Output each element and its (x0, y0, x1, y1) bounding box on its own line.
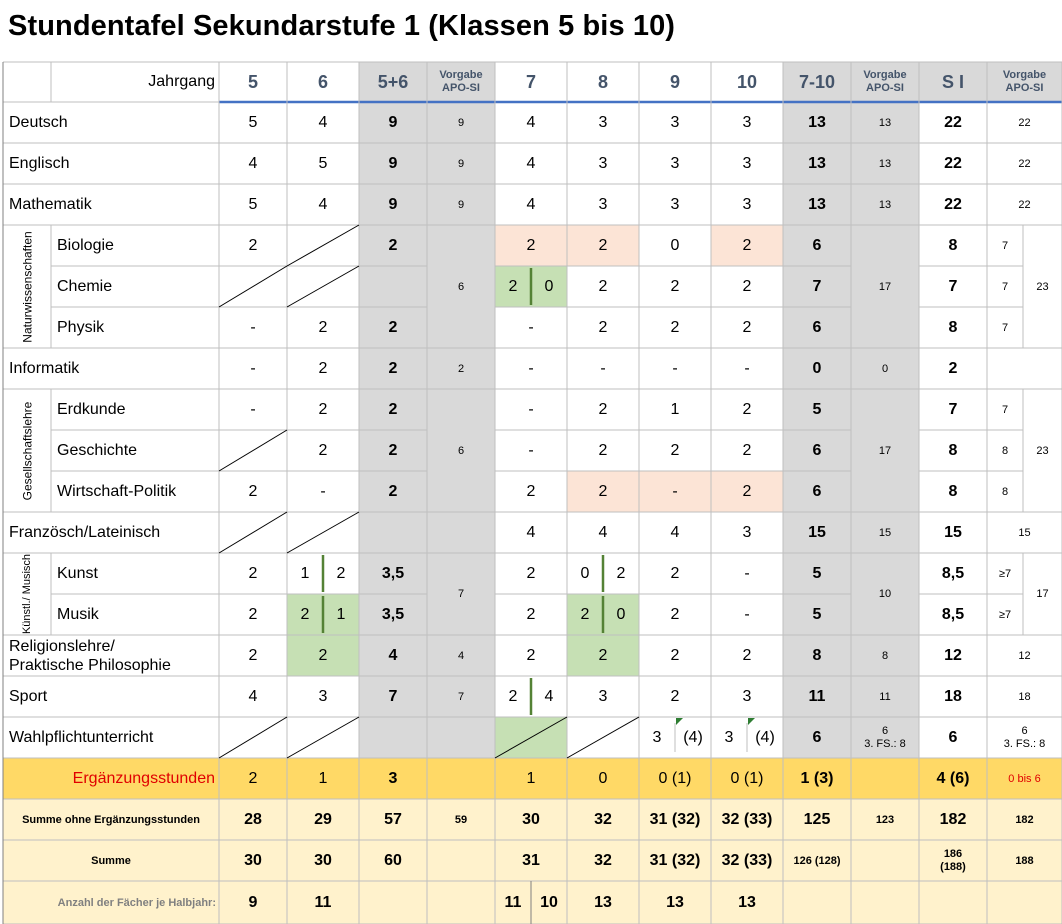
cell-sport-v56: 7 (457, 690, 465, 703)
cell-faecher-c9: 13 (666, 893, 684, 911)
row-label-physik: Physik (57, 318, 105, 336)
page-title: Stundentafel Sekundarstufe 1 (Klassen 5 bis 10) (8, 10, 676, 42)
row-label-biologie: Biologie (57, 236, 114, 254)
cell-erg-c10: 0 (1) (730, 769, 764, 787)
header-vorgabe-apo-si: Vorgabe APO-SI (863, 69, 907, 94)
cell-geschichte-c8: 2 (598, 441, 608, 459)
cell-musik-c9: 2 (670, 605, 680, 623)
cell-erdkunde-vsi: 7 (1001, 403, 1009, 416)
cell-deutsch-si: 22 (944, 113, 962, 131)
cell-biologie-c5: 2 (248, 236, 258, 254)
cell-mathematik-vsi: 22 (1018, 198, 1031, 211)
cell-chemie-c7b: 0 (544, 277, 554, 295)
cell-erdkunde-c6: 2 (318, 400, 328, 418)
cell-wpu-c9b: (4) (683, 728, 703, 746)
row-label-wpu: Wahlpflichtunterricht (9, 728, 154, 746)
header-6: 6 (317, 71, 328, 92)
cell-religion-c10: 2 (742, 646, 752, 664)
empty-cell-diagonal (567, 717, 639, 758)
cell-geschichte-si: 8 (948, 441, 958, 459)
cell-franz-c9: 4 (670, 523, 680, 541)
cell-wipo-c7: 2 (526, 482, 536, 500)
row-label-kunst: Kunst (57, 564, 98, 582)
cell-religion-vsi: 12 (1018, 649, 1031, 662)
row-label-englisch: Englisch (9, 154, 70, 172)
cell-informatik-c8: - (600, 359, 606, 377)
cell-chemie-c7a: 2 (508, 277, 518, 295)
cell-musik-si: 8,5 (941, 605, 965, 623)
cell-englisch-c7: 4 (526, 154, 536, 172)
cell-faecher-c8: 13 (594, 893, 612, 911)
cell-kunst-c8b: 2 (616, 564, 626, 582)
cell-englisch-v710: 13 (878, 157, 892, 170)
cell-mathematik-c10: 3 (742, 195, 752, 213)
cell-kunst-c10: - (744, 564, 750, 582)
cell-kunst-c5: 2 (248, 564, 258, 582)
cell-erg-si: 4 (6) (936, 769, 970, 787)
cell-kunst-c6a: 1 (300, 564, 310, 582)
header-s-i: S I (941, 71, 964, 92)
cell-summe-ohne-c7: 30 (522, 810, 540, 828)
cell-informatik-c10: - (744, 359, 750, 377)
cell-musik-c10: - (744, 605, 750, 623)
cell-erdkunde-c10: 2 (742, 400, 752, 418)
cell-musik-c6b: 1 (336, 605, 346, 623)
cell-sport-s56: 7 (388, 687, 398, 705)
gl-vorgabe-710: 17 (878, 444, 892, 457)
cell-erg-s710: 1 (3) (800, 769, 834, 787)
cell-franz-v710: 15 (878, 526, 892, 539)
cell-sport-c8: 3 (598, 687, 608, 705)
cell-informatik-s56: 2 (388, 359, 398, 377)
cell-erdkunde-c8: 2 (598, 400, 608, 418)
cell-kunst-c6b: 2 (336, 564, 346, 582)
row-label-chemie: Chemie (57, 277, 113, 295)
cell-summe-vsi: 188 (1015, 854, 1034, 867)
cell-franz-s710: 15 (808, 523, 826, 541)
cell-erg-c9: 0 (1) (658, 769, 692, 787)
empty-cell-diagonal (219, 430, 287, 471)
cell-deutsch-c9: 3 (670, 113, 680, 131)
cell-summe-si (919, 840, 987, 881)
cell-erdkunde-s710: 5 (812, 400, 822, 418)
cell-englisch-c10: 3 (742, 154, 752, 172)
empty-cell-diagonal (287, 512, 359, 553)
cell-mathematik-v56: 9 (457, 198, 465, 211)
cell-faecher-c7a: 11 (504, 893, 522, 911)
cell-summe-ohne-c8: 32 (594, 810, 612, 828)
cell-erdkunde-c7: - (528, 400, 534, 418)
cell-wipo-c8: 2 (598, 482, 608, 500)
cell-faecher-c7b: 10 (540, 893, 558, 911)
cell-religion-c7: 2 (526, 646, 536, 664)
row-label-religion-line2: Praktische Philosophie (9, 656, 171, 674)
cell-wpu-si: 6 (948, 728, 958, 746)
cell-biologie-si: 8 (948, 236, 958, 254)
cell-englisch-si: 22 (944, 154, 962, 172)
cell-summe-c5: 30 (244, 851, 262, 869)
row-label-geschichte: Geschichte (57, 441, 138, 459)
cell-sport-vsi: 18 (1018, 690, 1031, 703)
cell-deutsch-c8: 3 (598, 113, 608, 131)
km-vorgabe-56: 7 (457, 588, 465, 600)
cell-erg-s56: 3 (388, 769, 398, 787)
cell-wpu-vsia: 6 (1021, 724, 1028, 737)
cell-englisch-c6: 5 (318, 154, 328, 172)
cell-biologie-c9: 0 (670, 236, 680, 254)
empty-cell-diagonal (219, 717, 287, 758)
empty-cell-diagonal (287, 225, 359, 266)
cell-kunst-s710: 5 (812, 564, 822, 582)
cell-informatik-c6: 2 (318, 359, 328, 377)
cell-religion-c9: 2 (670, 646, 680, 664)
cell-wpu-vsib: 3. FS.: 8 (1003, 737, 1046, 750)
row-label-erg: Ergänzungsstunden (72, 769, 215, 787)
cell-wipo-s710: 6 (812, 482, 822, 500)
header-jahrgang: Jahrgang (148, 73, 215, 90)
cell-wipo-si: 8 (948, 482, 958, 500)
cell-physik-c9: 2 (670, 318, 680, 336)
cell-sport-c7b: 4 (544, 687, 554, 705)
cell-biologie-s56: 2 (388, 236, 398, 254)
cell-informatik-c5: - (250, 359, 256, 377)
cell-summe-ohne-s710: 125 (803, 810, 831, 828)
cell-summe-s56: 60 (384, 851, 402, 869)
cell-biologie-vsi: 7 (1001, 239, 1009, 252)
cell-summe-ohne-s56: 57 (384, 810, 402, 828)
cell-summe-ohne-c6: 29 (314, 810, 332, 828)
row-label-religion-line1: Religionslehre/ (9, 637, 115, 655)
cell-mathematik-c8: 3 (598, 195, 608, 213)
row-label-sport: Sport (9, 687, 48, 705)
cell-summe-ohne-v710: 123 (875, 813, 895, 826)
cell-informatik-s710: 0 (812, 359, 822, 377)
cell-wpu-v710a: 6 (881, 724, 889, 737)
cell-kunst-s56: 3,5 (381, 564, 405, 582)
cell-sport-c5: 4 (248, 687, 258, 705)
cell-deutsch-s56: 9 (388, 113, 398, 131)
cell-religion-c8: 2 (598, 646, 608, 664)
cell-mathematik-si: 22 (944, 195, 962, 213)
cell-summe-c7: 31 (522, 851, 540, 869)
cell-summe-ohne-vsi: 182 (1015, 813, 1034, 826)
cell-wipo-s56: 2 (388, 482, 398, 500)
cell-deutsch-c6: 4 (318, 113, 328, 131)
cell-kunst-c9: 2 (670, 564, 680, 582)
header-5-6: 5+6 (377, 71, 409, 92)
cell-summe-c9: 31 (32) (649, 851, 701, 869)
header-9: 9 (669, 71, 680, 92)
cell-wipo-c6: - (320, 482, 326, 500)
cell-wpu-c10b: (4) (755, 728, 775, 746)
cell-franz-c10: 3 (742, 523, 752, 541)
cell-physik-c5: - (250, 318, 256, 336)
cell-religion-v710: 8 (881, 649, 889, 662)
cell-physik-si: 8 (948, 318, 958, 336)
group-label-gesellschaftslehre: Gesellschaftslehre (20, 401, 34, 500)
cell-faecher-c10: 13 (738, 893, 756, 911)
cell-englisch-c5: 4 (248, 154, 258, 172)
cell-informatik-c7: - (528, 359, 534, 377)
cell-mathematik-s710: 13 (808, 195, 826, 213)
row-label-deutsch: Deutsch (9, 113, 68, 131)
cell-wpu-vsi (987, 717, 1062, 758)
gl-vorgabe-56: 6 (457, 444, 465, 457)
cell-deutsch-c10: 3 (742, 113, 752, 131)
cell-geschichte-c7: - (528, 441, 534, 459)
empty-cell-diagonal (219, 512, 287, 553)
cell-fill (495, 717, 567, 758)
row-label-franz: Französch/Lateinisch (9, 523, 161, 541)
row-label-summe: Summe (91, 854, 131, 867)
cell-physik-vsi: 7 (1001, 321, 1009, 334)
cell-geschichte-vsi: 8 (1001, 444, 1009, 457)
cell-physik-c10: 2 (742, 318, 752, 336)
cell-wpu-v710b: 3. FS.: 8 (864, 737, 906, 750)
cell-biologie-c7: 2 (526, 236, 536, 254)
cell-physik-s56: 2 (388, 318, 398, 336)
cell-deutsch-vsi: 22 (1018, 116, 1031, 129)
cell-geschichte-s56: 2 (388, 441, 398, 459)
cell-religion-c6: 2 (318, 646, 328, 664)
cell-geschichte-s710: 6 (812, 441, 822, 459)
cell-geschichte-c6: 2 (318, 441, 328, 459)
header-8: 8 (597, 71, 608, 92)
cell-englisch-s56: 9 (388, 154, 398, 172)
cell-deutsch-s710: 13 (808, 113, 826, 131)
cell-sport-c9: 2 (670, 687, 680, 705)
cell-mathematik-c5: 5 (248, 195, 258, 213)
cell-religion-c5: 2 (248, 646, 258, 664)
group-label-naturwissenschaften: Naturwissenschaften (20, 230, 34, 343)
cell-deutsch-v710: 13 (878, 116, 892, 129)
cell-sport-s710: 11 (808, 687, 826, 705)
header-10: 10 (736, 71, 758, 92)
cell-informatik-v56: 2 (457, 362, 465, 375)
cell-informatik-v710: 0 (881, 362, 889, 375)
cell-summe-s710: 126 (128) (793, 854, 841, 867)
cell-musik-c5: 2 (248, 605, 258, 623)
cell-religion-s710: 8 (812, 646, 822, 664)
cell-erg-c6: 1 (318, 769, 328, 787)
cell-erg-c5: 2 (248, 769, 258, 787)
row-label-wipo: Wirtschaft-Politik (57, 482, 177, 500)
cell-musik-s710: 5 (812, 605, 822, 623)
cell-musik-c8b: 0 (616, 605, 626, 623)
cell-musik-c6a: 2 (300, 605, 310, 623)
cell-deutsch-c5: 5 (248, 113, 258, 131)
cell-englisch-c9: 3 (670, 154, 680, 172)
cell-erg-c8: 0 (598, 769, 608, 787)
group-label-kunst-musik: Künstl./ Musisch (21, 553, 33, 635)
cell-summe-c10: 32 (33) (721, 851, 773, 869)
cell-summe-si1: 186 (943, 847, 963, 860)
cell-deutsch-v56: 9 (457, 116, 465, 129)
row-label-religion (3, 635, 219, 676)
cell-musik-c8a: 2 (580, 605, 590, 623)
cell-summe-si2: (188) (940, 860, 966, 873)
cell-chemie-vsi: 7 (1001, 280, 1009, 293)
cell-summe-c8: 32 (594, 851, 612, 869)
cell-religion-v56: 4 (457, 649, 465, 662)
cell-summe-ohne-c5: 28 (244, 810, 262, 828)
cell-kunst-si: 8,5 (941, 564, 965, 582)
cell-franz-c8: 4 (598, 523, 608, 541)
cell-geschichte-c9: 2 (670, 441, 680, 459)
cell-summe-c6: 30 (314, 851, 332, 869)
cell-musik-vsi: ≥7 (998, 608, 1012, 621)
cell-franz-si: 15 (944, 523, 962, 541)
empty-cell-diagonal (287, 266, 359, 307)
cell-kunst-c8a: 0 (580, 564, 590, 582)
cell-sport-c10: 3 (742, 687, 752, 705)
cell-erdkunde-s56: 2 (388, 400, 398, 418)
cell-franz-vsi: 15 (1018, 526, 1031, 539)
cell-chemie-c8: 2 (598, 277, 608, 295)
cell-musik-c7: 2 (526, 605, 536, 623)
cell-wipo-c10: 2 (742, 482, 752, 500)
cell-wipo-vsi: 8 (1001, 485, 1009, 498)
cell-deutsch-c7: 4 (526, 113, 536, 131)
cell-sport-si: 18 (944, 687, 962, 705)
header-7: 7 (525, 71, 536, 92)
cell-mathematik-c9: 3 (670, 195, 680, 213)
cell-informatik-c9: - (672, 359, 678, 377)
cell-wipo-c9: - (672, 482, 678, 500)
cell-wpu-c9a: 3 (652, 728, 662, 746)
cell-erg-c7: 1 (526, 769, 536, 787)
cell-geschichte-c10: 2 (742, 441, 752, 459)
cell-biologie-c10: 2 (742, 236, 752, 254)
cell-mathematik-c6: 4 (318, 195, 328, 213)
cell-englisch-s710: 13 (808, 154, 826, 172)
cell-mathematik-c7: 4 (526, 195, 536, 213)
cell-faecher-c6: 11 (314, 893, 332, 911)
cell-summe-ohne-c10: 32 (33) (721, 810, 773, 828)
cell-mathematik-s56: 9 (388, 195, 398, 213)
cell-wpu-v710 (851, 717, 919, 758)
cell-physik-s710: 6 (812, 318, 822, 336)
cell-chemie-s710: 7 (812, 277, 822, 295)
empty-cell-diagonal (219, 266, 287, 307)
cell-summe-ohne-v56: 59 (454, 813, 468, 826)
empty-cell-diagonal (287, 717, 359, 758)
cell-physik-c7: - (528, 318, 534, 336)
cell-summe-ohne-si: 182 (939, 810, 967, 828)
nw-vorgabe-si: 23 (1036, 280, 1049, 293)
cell-biologie-c8: 2 (598, 236, 608, 254)
cell-musik-s56: 3,5 (381, 605, 405, 623)
cell-biologie-s710: 6 (812, 236, 822, 254)
row-label-summe-ohne: Summe ohne Ergänzungsstunden (22, 813, 200, 826)
cell-erdkunde-c5: - (250, 400, 256, 418)
cell-wpu-s710: 6 (812, 728, 822, 746)
cell-kunst-vsi: ≥7 (998, 567, 1012, 580)
cell-wpu-c10a: 3 (724, 728, 734, 746)
cell-physik-c8: 2 (598, 318, 608, 336)
cell-englisch-vsi: 22 (1018, 157, 1031, 170)
cell-kunst-c7: 2 (526, 564, 536, 582)
cell-mathematik-v710: 13 (878, 198, 892, 211)
row-label-faecher: Anzahl der Fächer je Halbjahr: (57, 896, 216, 909)
cell-erdkunde-si: 7 (948, 400, 958, 418)
cell-chemie-c9: 2 (670, 277, 680, 295)
row-label-erdkunde: Erdkunde (57, 400, 126, 418)
cell-englisch-c8: 3 (598, 154, 608, 172)
cell-chemie-si: 7 (948, 277, 958, 295)
nw-vorgabe-710: 17 (878, 280, 892, 293)
header-7-10: 7-10 (798, 71, 836, 92)
cell-religion-si: 12 (944, 646, 962, 664)
row-label-informatik: Informatik (9, 359, 80, 377)
cell-sport-v710: 11 (879, 690, 891, 703)
cell-summe-ohne-c9: 31 (32) (649, 810, 701, 828)
km-vorgabe-si: 17 (1036, 588, 1049, 600)
cell-wipo-c5: 2 (248, 482, 258, 500)
cell-physik-c6: 2 (318, 318, 328, 336)
cell-erdkunde-c9: 1 (670, 400, 680, 418)
cell-religion-s56: 4 (388, 646, 398, 664)
cell-faecher-c5: 9 (248, 893, 258, 911)
cell-chemie-c10: 2 (742, 277, 752, 295)
cell-sport-c6: 3 (318, 687, 328, 705)
cell-sport-c7a: 2 (508, 687, 518, 705)
cell-englisch-v56: 9 (457, 157, 465, 170)
row-label-mathematik: Mathematik (9, 195, 92, 213)
cell-informatik-si: 2 (948, 359, 958, 377)
header-5: 5 (247, 71, 258, 92)
km-vorgabe-710: 10 (878, 588, 892, 600)
header-vorgabe-apo-si: Vorgabe APO-SI (439, 69, 483, 94)
cell-erg-vsi: 0 bis 6 (1008, 772, 1041, 785)
gl-vorgabe-si: 23 (1036, 444, 1049, 457)
header-vorgabe-apo-si: Vorgabe APO-SI (1002, 69, 1047, 94)
row-label-musik: Musik (57, 605, 99, 623)
nw-vorgabe-56: 6 (457, 280, 465, 293)
cell-franz-c7: 4 (526, 523, 536, 541)
